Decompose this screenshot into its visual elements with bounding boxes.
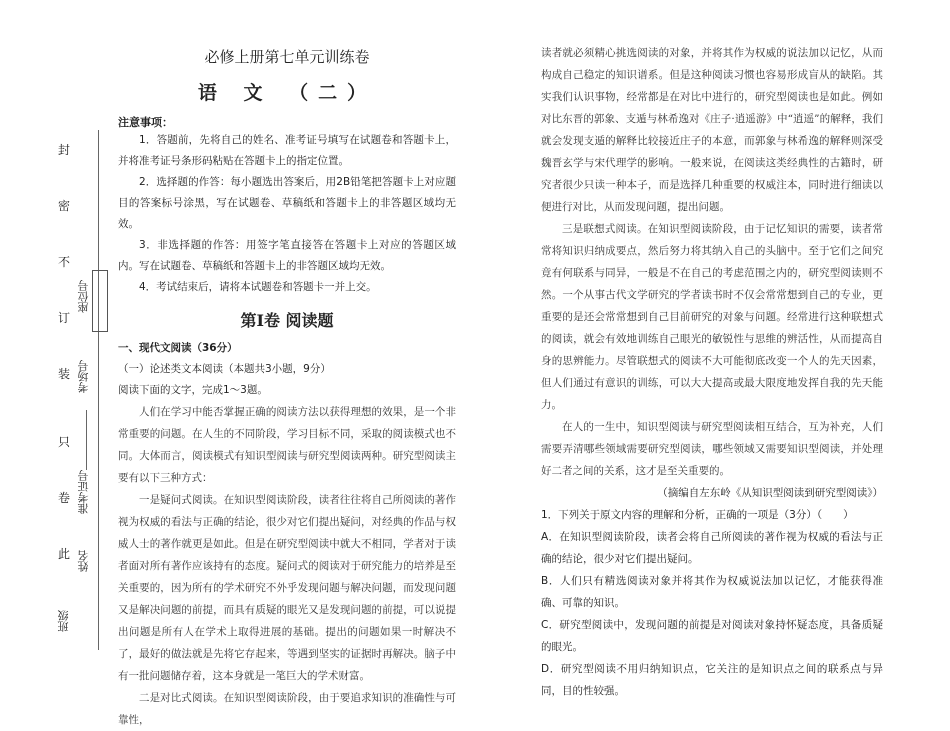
passage-source: （摘编自左东岭《从知识型阅读到研究型阅读》） [657,487,883,499]
part-heading: 一、现代文阅读（36分） [118,342,238,354]
seat-number-box[interactable] [92,270,108,332]
seal-char: 卷 [58,491,71,505]
instruction: 阅读下面的文字，完成1～3题。 [118,384,268,396]
seal-char: 此 [58,547,71,561]
notice-item: 4．考试结束后，请将本试题卷和答题卡一并上交。 [139,281,377,293]
page-title: 必修上册第七单元训练卷 [204,48,370,66]
binding-line [98,130,99,650]
binding-margin [40,130,120,650]
notice-item: 1．答题前，先将自己的姓名、准考证号填写在试题卷和答题卡上，并将准考证号条形码粘贴在答题卡上的指定位置。 [118,134,456,167]
passage-paragraph: 二是对比式阅读。在知识型阅读阶段，由于要追求知识的准确性与可靠性， [118,692,456,726]
notice-item: 2．选择题的作答：每小题选出答案后，用2B铅笔把答题卡上对应题目的答案标号涂黑，写在试题卷、草稿纸和答题卡上的非答题区域均无效。 [118,176,456,230]
notice-item: 3．非选择题的作答：用签字笔直接答在答题卡上对应的答题区域内。写在试题卷、草稿纸和答题卡上的非答题区域均无效。 [118,239,456,272]
seal-char: 订 [58,311,71,325]
exam-room-label: 考场号 [77,360,90,393]
right-column [541,42,883,702]
subject-title: 语 文 （二） [197,82,377,104]
seal-char: 密 [58,199,71,213]
subpart-heading: （一）论述类文本阅读（本题共3小题，9分） [118,363,331,375]
option-c: C．研究型阅读中，发现问题的前提是对阅读对象持怀疑态度，具备质疑的眼光。 [541,619,883,653]
passage-paragraph: 读者就必须精心挑选阅读的对象，并将其作为权威的说法加以记忆，从而构成自己稳定的知识谱系。但是这种阅读习惯也容易形成盲从的缺陷。其实我们认识事物，经常都是在对比中进行的，研究型阅读也是如此。例如对比东晋的郭象、支遁与林希逸对《庄子·逍遥游》中“逍遥”的解释，我们就会发现支遁的解释比较接近庄子的本意，而郭象与林希逸的解释则深受魏晋玄学与宋代理学的影响。一般来说，在阅读这类经典性的古籍时，研究者很少只读一种本子，而是选择几种重要的权威注本，同时进行细读以便进行对比，从而发现问题，提出问题。 [541,47,883,213]
seal-char: 只 [58,435,71,449]
ticket-number-label: 准考证号 [77,470,90,514]
option-a: A．在知识型阅读阶段，读者会将自己所阅读的著作视为权威的看法与正确的结论，很少对它们提出疑问。 [541,531,883,565]
passage-paragraph: 在人的一生中，知识型阅读与研究型阅读相互结合，互为补充，人们需要弄清哪些领域需要研究型阅读，哪些领域又需要知识型阅读，并处理好二者之间的关系，这才是至关重要的。 [541,421,883,477]
passage-paragraph: 三是联想式阅读。在知识型阅读阶段，由于记忆知识的需要，读者常常将知识归纳成要点，然后努力将其纳入自己的头脑中。至于它们之间究竟有何联系与同异，一般是不在自己的考虑范围之内的，研究型阅读则不然。一个从事古代文学研究的学者读书时不仅会常常想到自己的专业，更重要的是还会常常想到自己目前研究的对象与问题。经常进行这种联想式的阅读，就会有效地训练自己眼光的敏锐性与思维的辨活性，从而提高自身的思辨能力。尽管联想式的阅读不大可能彻底改变一个人的先天因素，但人们通过有意识的训练，可以大大提高或最大限度地发挥自我的先天能力。 [541,223,883,411]
passage-paragraph: 人们在学习中能否掌握正确的阅读方法以获得理想的效果，是一个非常重要的问题。在人生的不同阶段，学习目标不同，采取的阅读模式也不同。大体而言，阅读模式有知识型阅读与研究型阅读两种。研究型阅读主要有以下三种方式： [118,406,456,484]
section-title: 第Ⅰ卷 阅读题 [240,311,334,330]
passage-paragraph: 一是疑问式阅读。在知识型阅读阶段，读者往往将自己所阅读的著作视为权威的看法与正确的结论，很少对它们提出疑问，对经典的作品与权威人士的著作就更是如此。但是在研究型阅读中就大不相同，学者对于读者面对所有著作应该持有的态度。疑问式的阅读对于研究能力的培养是至关重要的，因为所有的学术研究不外乎发现问题与解决问题，而发现问题又是解决问题的前提，而具有质疑的眼光又是发现问题的前提，可以说提出问题是所有人在学术上取得进展的基础。提出的问题如果一时解决不了，最好的做法就是先将它存起来，等遇到坚实的证据时再解决。脑子中有一批问题储存着，这本身就是一笔巨大的学术财富。 [118,494,456,682]
seal-char: 装 [58,367,71,381]
seal-char: 封 [58,143,71,157]
left-column [118,42,456,731]
class-label: 班级 [57,610,70,632]
notice-heading: 注意事项： [118,116,173,129]
name-label: 姓名 [77,550,90,572]
option-d: D．研究型阅读不用归纳知识点，它关注的是知识点之间的联系点与异同，目的性较强。 [541,663,883,697]
option-b: B．人们只有精选阅读对象并将其作为权威说法加以记忆，才能获得准确、可靠的知识。 [541,575,883,609]
seat-number-label: 座位号 [77,280,90,313]
seal-char: 不 [58,255,71,269]
exam-room-underline[interactable] [86,410,87,470]
question-stem: 1．下列关于原文内容的理解和分析，正确的一项是（3分）（ ） [541,509,854,521]
